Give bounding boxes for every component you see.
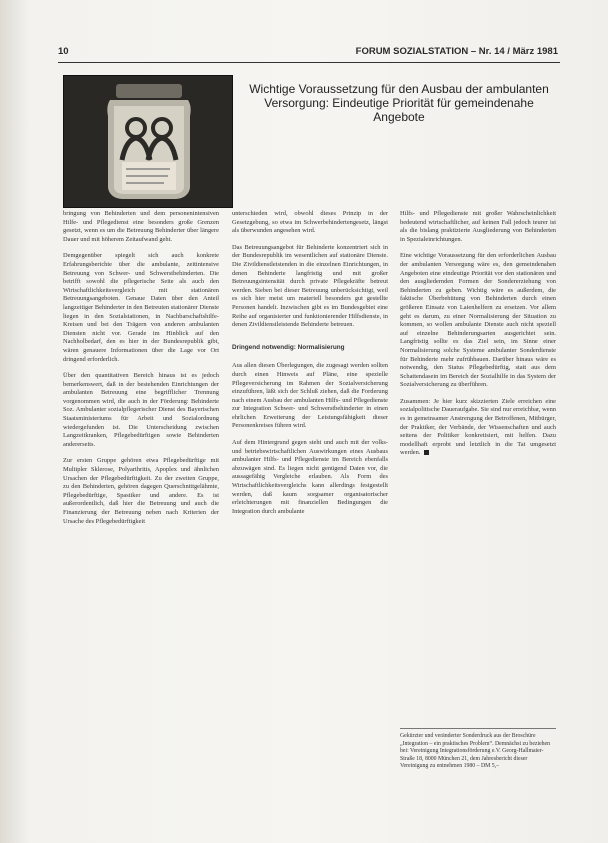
section-subheading: Dringend notwendig: Normalisierung	[232, 343, 345, 351]
article-column-1	[63, 210, 219, 534]
paragraph	[400, 398, 556, 458]
article-column-2	[232, 210, 388, 524]
paragraph: Eine wichtige Voraussetzung für den erforderlichen Ausbau der ambulanten Versorgung wäre es, den gemeindenahen Angeboten eine eindeutige Priorität vor den stationären und den ausgliedernden Formen der Sondererziehung von Behinderten zu geben. Wichtig wäre es außerdem, die faktische Überbehütung von Behinderten durch einen größeren Einsatz von Laienhelfern zu ersetzen. Vor allem geht es darum, zu einer Normalisierung der Situation zu kommen, so wollen ambulante Dienste auch nicht speziell auf einzelne Behinderungsarten ausgerichtet sein. Langfristig sollte es das Ziel sein, im Sinne einer Normalisierung solche Systeme ambulanter Sonderdienste für Behinderte mehr zufrühbauen. Darüber hinaus wäre es notwendig, den Status Pflegebedürftig, statt aus dem Schattendasein im Bereich der Sozialhilfe in das System der Sozialversicherung zu überführen.	[400, 252, 556, 389]
jar-photo-illustration	[64, 76, 232, 207]
page-number: 10	[58, 46, 69, 57]
closing-paragraph-text: Zusammen: Je hier kurz skizzierten Ziele erreichen eine sozialpolitische Daueraufgabe. Sie sind nur erreichbar, wenn es in gemeinsamer Anstrengung der Betroffenen, Mitbürger, der Praktiker, der Verbände, der Wissenschaften und auch seitens der Politiker konkretisiert, mit helfen. Dazu modellhaft erprobt und letztlich in die Tat umgesetzt werden.	[400, 397, 556, 457]
journal-title: FORUM SOZIALSTATION – Nr. 14 / März 1981	[355, 46, 558, 57]
article-photo	[63, 75, 233, 208]
page-header	[58, 46, 558, 60]
paragraph: Über den quantitativen Bereich hinaus ist es jedoch bemerkenswert, daß in der bestehenden Einrichtungen der ambulanten Betreuung eine begrifflicher Trennung vorgenommen wird, die auch in der Förderung: Behinderte Soz. Ambulanter sozialpflegerischer Dienst des Bayerischen Staatsministeriums für Arbeit und Sozialordnung wiedergefunden ist. Die Unterscheidung zwischen Langzeitkranken, Pflegebedürftigen sowie Behinderten andererseits.	[63, 372, 219, 448]
paragraph: Das Betreuungsangebot für Behinderte konzentriert sich in der Bundesrepublik im wesentlichen auf stationäre Dienste. Die Zivildienstleistenden in die einzelnen Einrichtungen, in denen Behinderte langfristig und mit großer Betreuungsintensität durch private Pflegekräfte betreut werden. Sieben bei dieser Betreuung unberücksichtigt, weil es sich hier meist um materiell besonders gut gestellte Personen handelt. Inzwischen gibt es im Bundesgebiet eine Reihe auf organisierter und funktionierender Hilfsdienste, in denen Zivildienstleistende Behinderte betreuen.	[232, 243, 388, 329]
paragraph: bringung von Behinderten und dem personenintensiven Hilfe- und Pflegedienst eine besonders große Grenzen gesetzt, wenn es um die Betreuung Behinderter über längere Dauer und mit höherem Zeitaufwand geht.	[63, 210, 219, 243]
paragraph: Demgegenüber spiegelt sich auch konkrete Erfahrungsberichte über die ambulante, zeitintensive Betreuung von Schwer- und Schwerstbehinderten. Die betrifft sowohl die pflegerische Seite als auch den Wirtschaftlichkeitsvergleich mit stationären Betreuungsangeboten. Genaue Daten über den Anteil langzeitiger Behinderter in den Betreuten stationärer Dienste liegen in den Sozialstationen, in Nachbarschaftshilfe-Kreisen und bei den Trägern von anderen ambulanten Diensten nicht vor. Gerade im Hinblick auf den Nachholbedarf, den es hier in der Bundesrepublik gibt, wären genauere Informationen über die Lage vor Ort dringend erforderlich.	[63, 252, 219, 363]
article-column-3	[400, 210, 556, 466]
paragraph: Aus allen diesen Überlegungen, die zugesagt werden sollten durch einen Hinweis auf Pläne, eine spezielle Pflegeversicherung im Rahmen der Sozialversicherung einzuführen, läßt sich der Schluß ziehen, daß die Forderung nach einem Ausbau der ambulanten Hilfs- und Pflegedienste zur Integration Schwer- und Schwerstbehinderter in einen ehrlichen Erweiterung der Leistungsfähigkeit dieser Personenkreises führen wird.	[232, 362, 388, 430]
paragraph: Hilfs- und Pflegedienste mit großer Wahrscheinlichkeit bedeutend wirtschaftlicher, auf keinen Fall jedoch teurer ist als die bislang praktizierte Ausgliederung von Behinderten in Spezialeinrichtungen.	[400, 210, 556, 243]
paragraph: Zur ersten Gruppe gehören etwa Pflegebedürftige mit Multipler Sklerose, Polyarthritis, Apoplex und ähnlichen Ursachen der Pflegebedürftigkeit. Zu der zweiten Gruppe, zu den Behinderten, gehören dagegen Querschnittgelähmte, Pflegebedürftige, Spastiker und andere. Es ist außerordentlich, daß hier die Betreuung und auch die Finanzierung der Betreuung neben nach Kriterien der Ursache des Pflegebedürftigkeit	[63, 457, 219, 525]
end-of-article-mark	[424, 450, 429, 455]
paragraph: Auf dem Hintergrund gegen steht und auch mit der volks- und betriebswirtschaftlichen Auswirkungen eines Ausbaus ambulanter Hilfs- und Pflegedienste im Bereich ebenfalls abzuwägen sind. Es liegen nicht genügend Daten vor, die aussagefähig Vergleiche erlauben. Als Form des Wirtschaftlichkeitsvergleichs kann allerdings festgestellt werden, daß kaum sorgsamer organisatorischer erleichterungen mit finanziellen Bedingungen die Integration durch ambulante	[232, 439, 388, 515]
source-footnote: Gekürzter und veränderter Sonderdruck aus der Broschüre „Integration – ein praktisches Problem“. Demnächst zu beziehen bei: Vereinigung Integrationsförderung e.V. Georg-Hallmaier-Straße 18, 8000 München 21, dem Jahresbericht dieser Vereinigung zu entnehmen 1980 – DM 5,–	[400, 728, 556, 771]
header-rule	[58, 62, 560, 63]
article-title: Wichtige Voraussetzung für den Ausbau der ambulanten Versorgung: Eindeutige Priorität für gemeindenahe Angebote	[249, 82, 549, 124]
paragraph: unterschieden wird, obwohl dieses Prinzip in der Gesetzgebung, so etwa im Schwerbehindertengesetz, längst als überwunden angesehen wird.	[232, 210, 388, 235]
